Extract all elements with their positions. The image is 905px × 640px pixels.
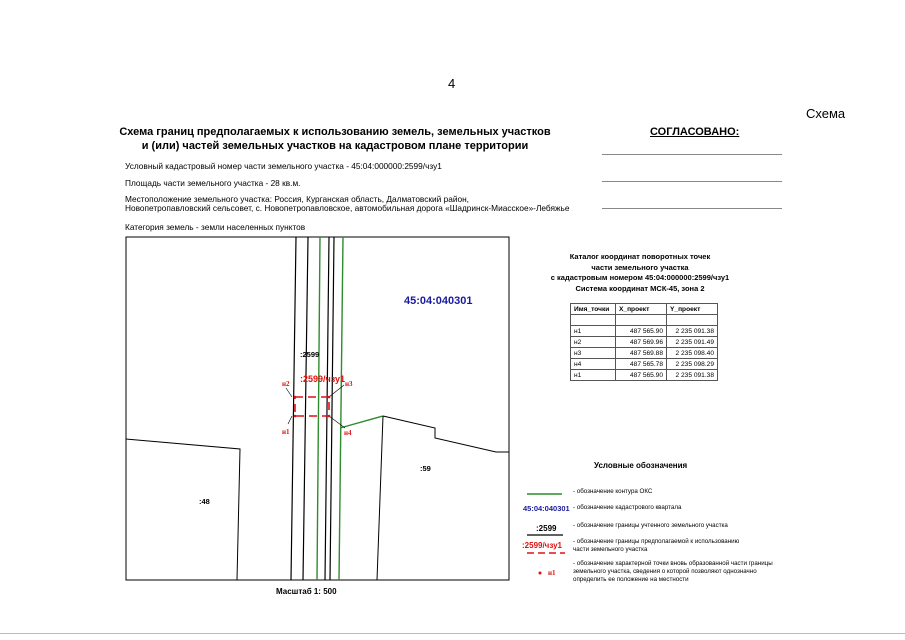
legend-sample-point: н1	[548, 569, 556, 577]
legend-sample-parcel: :2599	[536, 524, 557, 533]
cell-x: 487 569.88	[616, 348, 667, 359]
page-bottom-rule	[0, 633, 905, 634]
oks-contour-branch	[340, 416, 383, 428]
cell-name: н1	[571, 370, 616, 381]
category-text: Категория земель - земли населенных пунктов	[125, 222, 306, 232]
title-line-1: Схема границ предполагаемых к использованию земель, земельных участков	[119, 126, 551, 138]
point-n4-label: н4	[344, 429, 352, 437]
cell-y: 2 235 098.40	[667, 348, 718, 359]
point-n4-dot	[328, 415, 331, 418]
point-n3-label: н3	[345, 380, 353, 388]
coordinates-table	[570, 303, 718, 381]
table-row	[571, 370, 718, 381]
cell-y: 2 235 091.49	[667, 337, 718, 348]
cell-y: 2 235 098.29	[667, 359, 718, 370]
location-line-2: Новопетропавловский сельсовет, с. Новопетропавловское, автомобильная дорога «Шадринск-Миасское»-Лебяжье	[125, 203, 570, 213]
oks-contour-right	[339, 237, 343, 580]
part-label: :2599/чзу1	[300, 374, 346, 384]
point-n3-dot	[328, 396, 331, 399]
point-n2-dot	[294, 396, 297, 399]
agreed-heading: СОГЛАСОВАНО:	[650, 126, 740, 138]
table-row	[571, 337, 718, 348]
cell-x: 487 569.96	[616, 337, 667, 348]
table-row	[571, 326, 718, 337]
parcel-48-label: :48	[199, 497, 210, 506]
legend-text-parcel: - обозначение границы учтенного земельного участка	[573, 522, 728, 529]
parcel-2599-label: :2599	[300, 350, 320, 359]
title-line-2: и (или) частей земельных участков на кадастровом плане территории	[141, 140, 529, 152]
catalog-heading	[540, 252, 740, 294]
road-edge-right	[303, 237, 308, 580]
cell-name: н2	[571, 337, 616, 348]
area-text: Площадь части земельного участка - 28 кв.м.	[125, 178, 301, 188]
catalog-line-4: Система координат МСК-45, зона 2	[575, 283, 705, 293]
header-x: X_проект	[616, 304, 667, 315]
point-n2-label: н2	[282, 380, 290, 388]
page-number: 4	[448, 76, 456, 91]
legend-sample-quarter: 45:04:040301	[523, 504, 570, 513]
cell-y: 2 235 091.38	[667, 370, 718, 381]
location-line-1: Местоположение земельного участка: Россия, Курганская область, Далматовский район,	[125, 194, 469, 204]
leader-n1	[288, 416, 292, 424]
legend-sample-part: :2599/чзу1	[522, 541, 563, 550]
table-row	[571, 359, 718, 370]
catalog-line-3: с кадастровым номером 45:04:000000:2599/чзу1	[550, 273, 730, 282]
parcel-59-left-boundary	[377, 416, 383, 580]
point-n1-label: н1	[282, 428, 290, 436]
oks-contour-left	[317, 237, 320, 580]
cell-name: н3	[571, 348, 616, 359]
parcel-59-top-boundary	[383, 416, 509, 452]
cell-name: н1	[571, 326, 616, 337]
header-y: Y_проект	[667, 304, 718, 315]
table-row	[571, 348, 718, 359]
parcel-59-label: :59	[420, 464, 431, 473]
part-boundary-chzu1	[295, 397, 329, 416]
legend-text-part: - обозначение границы предполагаемой к использованию части земельного участка	[573, 538, 740, 553]
cell-name: н4	[571, 359, 616, 370]
table-header-row	[571, 304, 718, 315]
parcel-2599-edge-right	[330, 237, 334, 580]
quarter-label: 45:04:040301	[404, 295, 473, 307]
cell-x: 487 565.78	[616, 359, 667, 370]
point-n1-dot	[294, 415, 297, 418]
legend-title: Условные обозначения	[594, 461, 688, 470]
cell-x: 487 565.90	[616, 370, 667, 381]
legend-text-quarter: - обозначение кадастрового квартала	[573, 504, 682, 511]
scale-label: Масштаб 1: 500	[276, 587, 337, 596]
leader-n2	[286, 388, 292, 397]
parcel-48-boundary	[126, 439, 240, 580]
catalog-line-2: части земельного участка	[591, 262, 689, 272]
legend-text-point: - обозначение характерной точки вновь образованной части границы земельного участка, сведения о которой позволяют однозначно определить ее положение на местности	[573, 560, 773, 583]
legend-sample-point-dot	[539, 572, 542, 575]
corner-label: Схема	[806, 106, 846, 121]
legend-text-oks: - обозначение контура ОКС	[573, 488, 653, 495]
cad-number-text: Условный кадастровый номер части земельного участка - 45:04:000000:2599/чзу1	[125, 161, 442, 171]
cell-x: 487 565.90	[616, 326, 667, 337]
header-point-name: Имя_точки	[571, 304, 616, 315]
catalog-line-1: Каталог координат поворотных точек	[569, 252, 711, 261]
cell-y: 2 235 091.38	[667, 326, 718, 337]
